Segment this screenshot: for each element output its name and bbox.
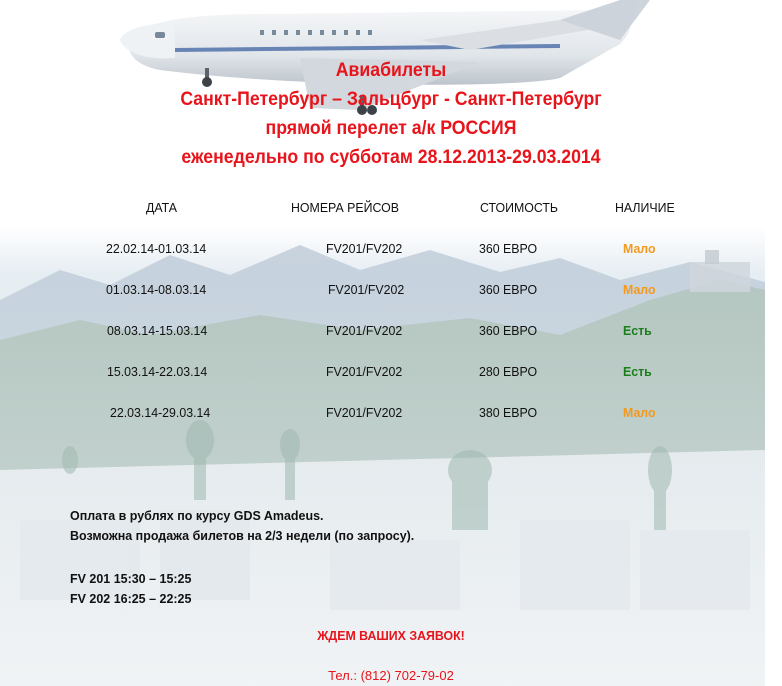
row-price: 380 ЕВРО — [479, 405, 538, 420]
flight-schedule-2: FV 202 16:25 – 22:25 — [70, 591, 192, 606]
row-price: 360 ЕВРО — [479, 282, 538, 297]
col-header-availability: НАЛИЧИЕ — [615, 200, 675, 215]
row-date: 22.02.14-01.03.14 — [106, 241, 207, 256]
flight-schedule-1: FV 201 15:30 – 15:25 — [70, 571, 192, 586]
row-flights: FV201/FV202 — [326, 241, 403, 256]
col-header-flights: НОМЕРА РЕЙСОВ — [291, 200, 399, 215]
row-availability: Есть — [623, 323, 652, 338]
row-flights: FV201/FV202 — [326, 323, 403, 338]
row-availability: Мало — [623, 282, 656, 297]
col-header-price: СТОИМОСТЬ — [480, 200, 559, 215]
row-date: 22.03.14-29.03.14 — [110, 405, 211, 420]
phone-number: Тел.: (812) 702-79-02 — [328, 668, 454, 683]
col-header-date: ДАТА — [146, 200, 178, 215]
payment-note: Оплата в рублях по курсу GDS Amadeus. — [70, 508, 324, 523]
row-date: 08.03.14-15.03.14 — [107, 323, 208, 338]
row-flights: FV201/FV202 — [328, 282, 405, 297]
row-date: 01.03.14-08.03.14 — [106, 282, 207, 297]
call-to-action: ЖДЕМ ВАШИХ ЗАЯВОК! — [317, 628, 465, 643]
row-price: 360 ЕВРО — [479, 323, 538, 338]
title-line-2: Санкт-Петербург – Зальцбург - Санкт-Петербург — [180, 89, 602, 110]
title-line-1: Авиабилеты — [335, 60, 447, 81]
row-availability: Мало — [623, 241, 656, 256]
row-flights: FV201/FV202 — [326, 405, 403, 420]
sale-note: Возможна продажа билетов на 2/3 недели (по запросу). — [70, 528, 415, 543]
title-line-3: прямой перелет а/к РОССИЯ — [265, 118, 517, 139]
title-line-4: еженедельно по субботам 28.12.2013-29.03.2014 — [181, 147, 601, 168]
row-date: 15.03.14-22.03.14 — [107, 364, 208, 379]
row-price: 360 ЕВРО — [479, 241, 538, 256]
row-price: 280 ЕВРО — [479, 364, 538, 379]
row-flights: FV201/FV202 — [326, 364, 403, 379]
row-availability: Мало — [623, 405, 656, 420]
row-availability: Есть — [623, 364, 652, 379]
